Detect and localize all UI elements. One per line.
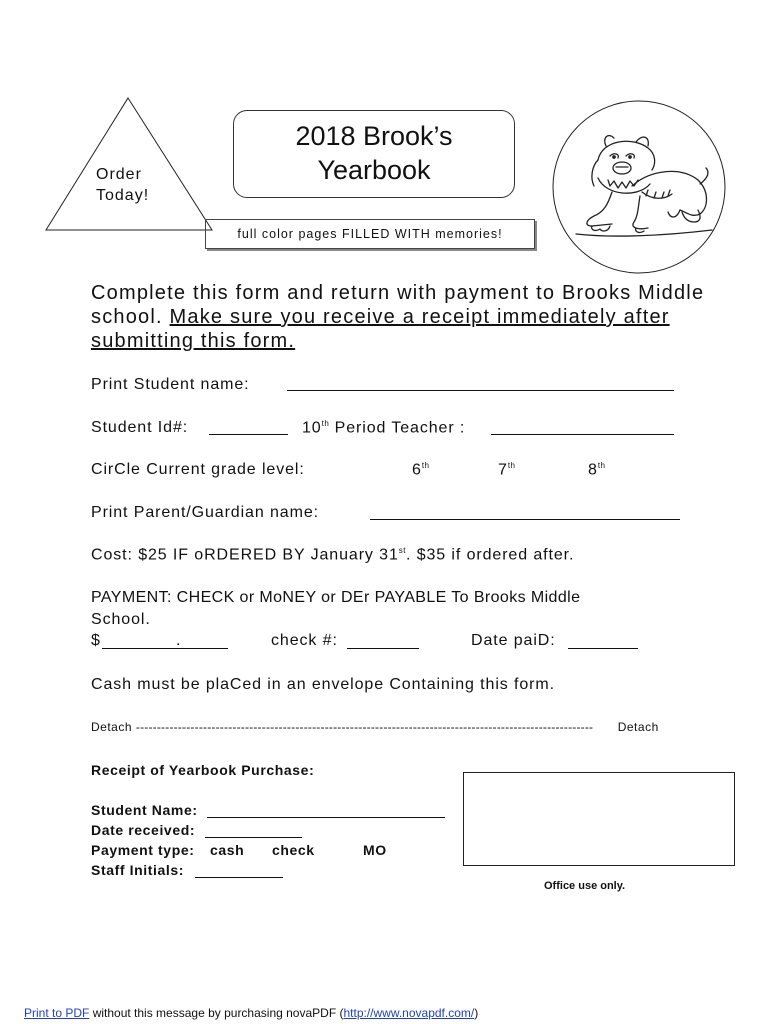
parent-name-label: Print Parent/Guardian name: xyxy=(91,504,319,521)
amount-input-line[interactable] xyxy=(102,648,228,649)
detach-line xyxy=(91,720,691,734)
order-badge-line2: Today! xyxy=(96,187,150,204)
student-name-label: Print Student name: xyxy=(91,376,250,393)
footer-notice xyxy=(24,1006,478,1020)
receipt-student-name-label: Student Name: xyxy=(91,802,198,818)
bulldog-icon xyxy=(552,100,726,274)
cash-note: Cash must be plaCed in an envelope Containing this form. xyxy=(91,676,555,693)
date-paid-input-line[interactable] xyxy=(568,648,638,649)
parent-name-input-line[interactable] xyxy=(370,519,680,520)
intro-underlined: Make sure you receive a receipt immediately after submitting this form. xyxy=(91,306,670,352)
tagline-box: full color pages FILLED WITH memories! xyxy=(205,219,535,249)
grade-8-number: 8 xyxy=(588,461,598,479)
payment-option-check[interactable]: check xyxy=(272,842,315,858)
grade-7-sup: th xyxy=(507,461,516,470)
intro-text xyxy=(91,281,731,353)
grade-label: CirCle Current grade level: xyxy=(91,461,305,478)
office-use-box xyxy=(463,772,735,866)
cost-after: . $35 if ordered after. xyxy=(406,546,575,564)
print-to-pdf-link[interactable]: Print to PDF xyxy=(24,1006,90,1020)
payment-line2: School. xyxy=(91,611,151,628)
detach-right: Detach xyxy=(617,720,659,734)
receipt-heading: Receipt of Yearbook Purchase: xyxy=(91,762,315,778)
period-teacher-label: Period Teacher : xyxy=(334,419,466,437)
grade-8-sup: th xyxy=(597,461,606,470)
dollar-prefix: $ xyxy=(91,632,101,649)
payment-option-cash[interactable]: cash xyxy=(210,842,245,858)
student-id-input-line[interactable] xyxy=(209,434,288,435)
order-badge-text xyxy=(96,164,149,206)
date-paid-label: Date paiD: xyxy=(471,632,556,649)
cost-text xyxy=(91,546,574,564)
detach-dashes: ------------------------------------------------------------------------------------------------------------- xyxy=(135,720,594,734)
order-badge-line1: Order xyxy=(96,166,142,183)
cost-sup: st xyxy=(398,546,406,555)
payment-type-label: Payment type: xyxy=(91,842,195,858)
period-teacher-field xyxy=(302,419,465,437)
title-line1: 2018 Brook’s xyxy=(295,121,453,151)
title-box xyxy=(233,110,515,198)
grade-7-number: 7 xyxy=(498,461,508,479)
grade-6-number: 6 xyxy=(412,461,422,479)
grade-option-6[interactable] xyxy=(412,461,429,479)
student-name-input-line[interactable] xyxy=(287,390,674,391)
grade-6-sup: th xyxy=(421,461,430,470)
date-received-line[interactable] xyxy=(205,837,302,838)
detach-left: Detach xyxy=(91,720,133,734)
grade-option-7[interactable] xyxy=(498,461,515,479)
footer-middle: without this message by purchasing novaPDF ( xyxy=(89,1006,344,1020)
dollar-decimal: . xyxy=(176,632,182,649)
office-use-label: Office use only. xyxy=(544,880,626,892)
footer-end: ) xyxy=(474,1006,479,1020)
period-number: 10 xyxy=(302,419,322,437)
period-sup: th xyxy=(321,419,330,428)
student-id-label: Student Id#: xyxy=(91,419,189,436)
grade-option-8[interactable] xyxy=(588,461,605,479)
check-number-label: check #: xyxy=(271,632,338,649)
payment-line1: PAYMENT: CHECK or MoNEY or DEr PAYABLE To Brooks Middle xyxy=(91,589,581,606)
novapdf-url-link[interactable]: http://www.novapdf.com/ xyxy=(343,1006,475,1020)
staff-initials-line[interactable] xyxy=(195,877,283,878)
staff-initials-label: Staff Initials: xyxy=(91,862,185,878)
check-number-input-line[interactable] xyxy=(347,648,419,649)
date-received-label: Date received: xyxy=(91,822,196,838)
intro-plain: Complete this form and return with payment to Brooks Middle school. xyxy=(91,282,705,328)
cost-before: Cost: $25 IF oRDERED BY January 31 xyxy=(91,546,399,564)
teacher-input-line[interactable] xyxy=(491,434,674,435)
payment-option-mo[interactable]: MO xyxy=(363,842,387,858)
title-line2: Yearbook xyxy=(317,155,431,185)
receipt-student-name-line[interactable] xyxy=(207,817,445,818)
